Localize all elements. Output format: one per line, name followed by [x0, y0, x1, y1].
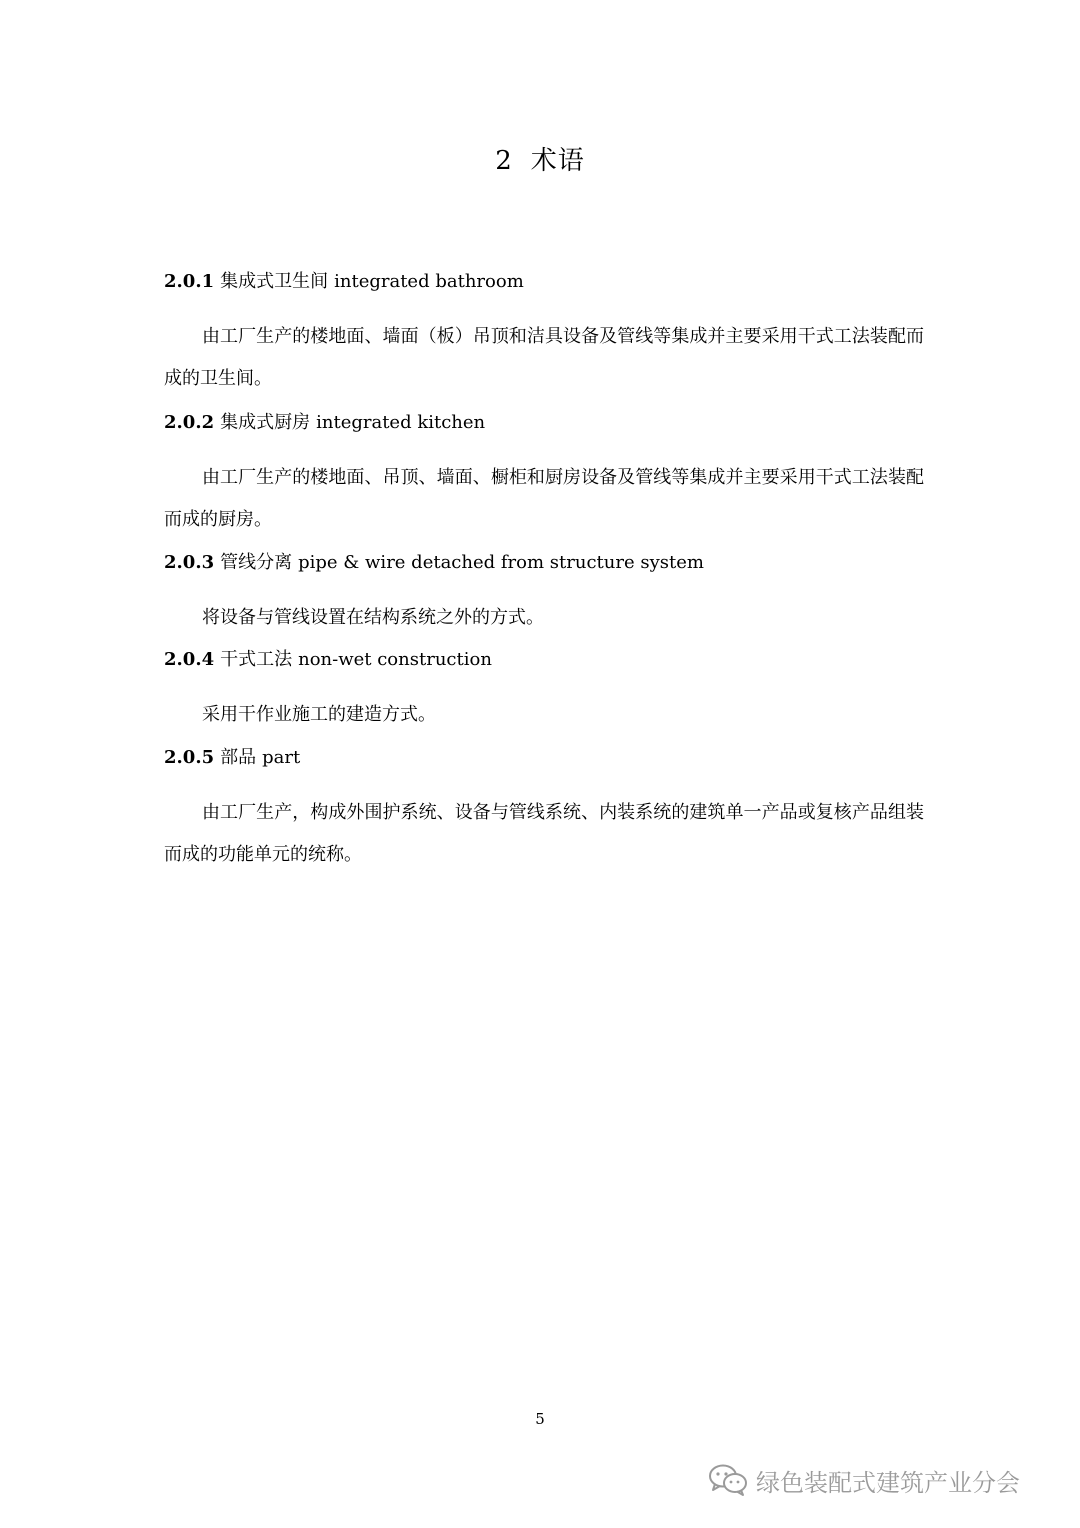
watermark [708, 1458, 1020, 1502]
term-code: 2.0.3 [164, 552, 215, 573]
term-definition: 由工厂生产的楼地面、吊顶、墙面、橱柜和厨房设备及管线等集成并主要采用干式工法装配而成的厨房。 [164, 467, 924, 530]
term-code: 2.0.1 [164, 271, 215, 292]
term-definition: 由工厂生产，构成外围护系统、设备与管线系统、内装系统的建筑单一产品或复核产品组装而成的功能单元的统称。 [164, 802, 924, 865]
term-cn: 部品 [220, 747, 257, 768]
term-definition: 由工厂生产的楼地面、墙面（板）吊顶和洁具设备及管线等集成并主要采用干式工法装配而成的卫生间。 [164, 326, 924, 389]
term-en: non-wet construction [298, 649, 492, 670]
term-heading [164, 646, 924, 674]
term-code: 2.0.5 [164, 747, 215, 768]
chapter-name: 术语 [530, 146, 585, 176]
term-heading [164, 744, 924, 772]
term-en: part [262, 747, 301, 768]
term-code: 2.0.2 [164, 412, 215, 433]
term-entry [164, 549, 924, 639]
term-en: pipe & wire detached from structure system [298, 552, 704, 573]
term-cn: 干式工法 [220, 649, 293, 670]
term-definition: 将设备与管线设置在结构系统之外的方式。 [202, 607, 544, 628]
chapter-number: 2 [495, 146, 513, 176]
term-en: integrated bathroom [334, 271, 524, 292]
term-cn: 管线分离 [220, 552, 293, 573]
wechat-icon [708, 1463, 748, 1497]
term-en: integrated kitchen [316, 412, 486, 433]
term-code: 2.0.4 [164, 649, 215, 670]
term-heading [164, 268, 924, 296]
term-definition: 采用干作业施工的建造方式。 [202, 704, 436, 725]
watermark-text: 绿色装配式建筑产业分会 [756, 1468, 1020, 1497]
page-number: 5 [535, 1410, 545, 1428]
term-entry [164, 646, 924, 736]
term-entry [164, 409, 924, 541]
term-cn: 集成式厨房 [220, 412, 311, 433]
term-entry [164, 744, 924, 876]
term-cn: 集成式卫生间 [220, 271, 329, 292]
term-heading [164, 409, 924, 437]
term-entry [164, 268, 924, 400]
term-heading [164, 549, 924, 577]
chapter-title [0, 140, 1080, 177]
